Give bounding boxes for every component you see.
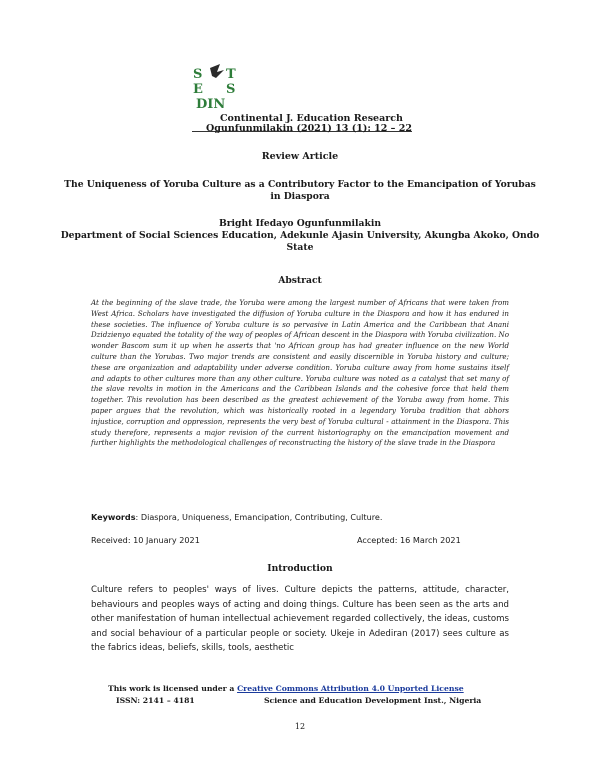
license-line bbox=[108, 684, 464, 693]
abstract-heading: Abstract bbox=[278, 275, 322, 286]
license-prefix: This work is licensed under a bbox=[108, 684, 238, 693]
journal-logo bbox=[190, 62, 242, 112]
institution: Science and Education Development Inst., Nigeria bbox=[264, 696, 482, 705]
introduction-text: Culture refers to peoples' ways of lives. Culture depicts the patterns, attitude, character, behaviours and peoples ways of acting and doing things. Culture has been seen as the arts and other manifestation of human intellectual achievement regarded collectively, the ideas, customs and social behaviour of a particular people or society. Ukeje in Adediran (2017) sees culture as the fabrics ideas, beliefs, skills, tools, aesthetic bbox=[91, 585, 509, 654]
logo-letter-t: T bbox=[226, 67, 236, 82]
abstract-text: At the beginning of the slave trade, the Yoruba were among the largest number of Africans that were taken from West Africa. Scholars have investigated the diffusion of Yoruba culture in the Diaspora and how it has endured in these societies. The influence of Yoruba culture is so pervasive in Latin America and the Caribbean that Anani Dzidzienyo equated the totality of the way of peoples of African descent in the Diaspora with Yoruba civilization. No wonder Bascom sum it up when he asserts that 'no African group has had greater influence on the new World culture than the Yorubas. Two major trends are consistent and easily discernible in Yoruba history and culture; these are organization and adaptability under adverse condition. Yoruba culture away from home sustains itself and adapts to other cultures more than any other culture. Yoruba culture was noted as a catalyst that set many of the slave revolts in motion in the Americans and the Caribbean Islands and the cohesive force that held them together. This revolution has been described as the greatest achievement of the Yoruba away from home. This paper argues that the revolution, which was historically rooted in a legendary Yoruba tradition that abhors injustice, corruption and oppression, represents the very best of Yoruba cultural - attainment in the Diaspora. This study therefore, represents a major revision of the current historiography on the emancipation movement and further highlights the methodological challenges of reconstructing the history of the slave trade in the Diaspora bbox=[91, 298, 509, 448]
author-affiliation: Department of Social Sciences Education, Adekunle Ajasin University, Akungba Akoko, Ondo State bbox=[60, 230, 540, 253]
bird-logo-icon bbox=[190, 62, 242, 112]
accepted-date: Accepted: 16 March 2021 bbox=[357, 535, 461, 545]
journal-name: Continental J. Education Research bbox=[220, 113, 403, 124]
citation: Ogunfunmilakin (2021) 13 (1): 12 – 22 bbox=[206, 123, 412, 134]
author-block bbox=[60, 218, 540, 254]
page-number: 12 bbox=[294, 722, 306, 731]
logo-letters-din: DIN bbox=[196, 97, 226, 112]
keywords bbox=[91, 512, 382, 522]
issn: ISSN: 2141 – 4181 bbox=[116, 696, 195, 705]
keywords-text: : Diaspora, Uniqueness, Emancipation, Contributing, Culture. bbox=[135, 512, 383, 522]
article-title: The Uniqueness of Yoruba Culture as a Contributory Factor to the Emancipation of Yorubas in Diaspora bbox=[64, 179, 536, 202]
logo-letter-s2: S bbox=[226, 82, 236, 97]
logo-letter-e: E bbox=[193, 82, 203, 97]
license-link[interactable]: Creative Commons Attribution 4.0 Unported License bbox=[237, 684, 464, 693]
author-name: Bright Ifedayo Ogunfunmilakin bbox=[218, 218, 382, 229]
keywords-label: Keywords bbox=[91, 512, 136, 522]
received-date: Received: 10 January 2021 bbox=[91, 535, 200, 545]
logo-letter-s: S bbox=[193, 67, 203, 82]
article-type: Review Article bbox=[261, 151, 339, 162]
introduction-heading: Introduction bbox=[267, 563, 333, 574]
